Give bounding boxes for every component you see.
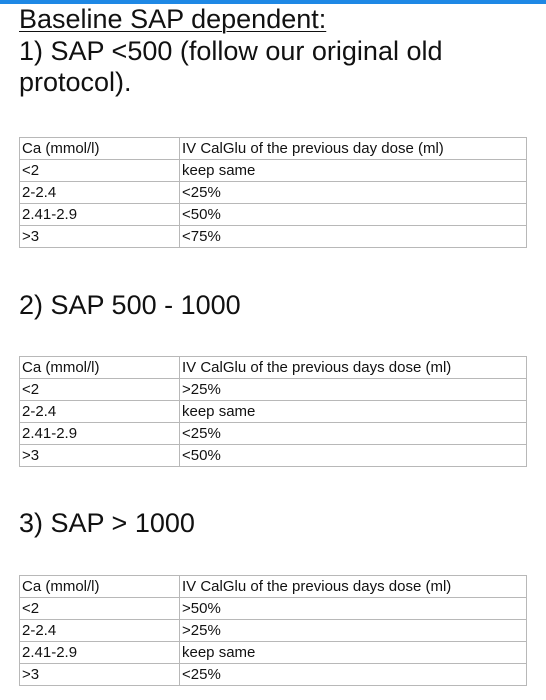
section-3-title: 3) SAP > 1000 — [19, 508, 195, 538]
table-row — [20, 226, 527, 248]
dose-cell: <25% — [180, 182, 527, 204]
header-cell-dose: IV CalGlu of the previous days dose (ml) — [180, 576, 527, 598]
section-3-table — [19, 575, 527, 686]
page-heading: Baseline SAP dependent: — [19, 4, 327, 34]
table-row — [20, 423, 527, 445]
dose-cell: <50% — [180, 204, 527, 226]
table-row — [20, 598, 527, 620]
calcium-cell: <2 — [20, 379, 180, 401]
table-header-row — [20, 138, 527, 160]
dose-cell: <25% — [180, 664, 527, 686]
header-cell-calcium: Ca (mmol/l) — [20, 138, 180, 160]
calcium-cell: 2-2.4 — [20, 401, 180, 423]
calcium-cell: <2 — [20, 598, 180, 620]
dose-cell: >50% — [180, 598, 527, 620]
table-row — [20, 182, 527, 204]
section-1-table — [19, 137, 527, 248]
calcium-cell: 2.41-2.9 — [20, 204, 180, 226]
table-row — [20, 642, 527, 664]
section-2-title: 2) SAP 500 - 1000 — [19, 290, 241, 320]
calcium-cell: 2.41-2.9 — [20, 423, 180, 445]
dose-cell: keep same — [180, 642, 527, 664]
section-2-table — [19, 356, 527, 467]
header-cell-dose: IV CalGlu of the previous days dose (ml) — [180, 357, 527, 379]
table-row — [20, 664, 527, 686]
table-row — [20, 204, 527, 226]
calcium-cell: >3 — [20, 226, 180, 248]
calcium-cell: >3 — [20, 664, 180, 686]
header-cell-calcium: Ca (mmol/l) — [20, 357, 180, 379]
table-row — [20, 160, 527, 182]
dose-cell: <75% — [180, 226, 527, 248]
dose-cell: keep same — [180, 160, 527, 182]
section-1-title: 1) SAP <500 (follow our original old protocol). — [19, 36, 443, 97]
dose-cell: >25% — [180, 620, 527, 642]
dose-cell: <50% — [180, 445, 527, 467]
calcium-cell: 2.41-2.9 — [20, 642, 180, 664]
calcium-cell: <2 — [20, 160, 180, 182]
calcium-cell: 2-2.4 — [20, 182, 180, 204]
table-header-row — [20, 576, 527, 598]
calcium-cell: 2-2.4 — [20, 620, 180, 642]
dose-cell: >25% — [180, 379, 527, 401]
table-row — [20, 620, 527, 642]
header-cell-dose: IV CalGlu of the previous day dose (ml) — [180, 138, 527, 160]
dose-cell: <25% — [180, 423, 527, 445]
calcium-cell: >3 — [20, 445, 180, 467]
table-row — [20, 379, 527, 401]
dose-cell: keep same — [180, 401, 527, 423]
table-row — [20, 445, 527, 467]
table-row — [20, 401, 527, 423]
table-header-row — [20, 357, 527, 379]
header-cell-calcium: Ca (mmol/l) — [20, 576, 180, 598]
